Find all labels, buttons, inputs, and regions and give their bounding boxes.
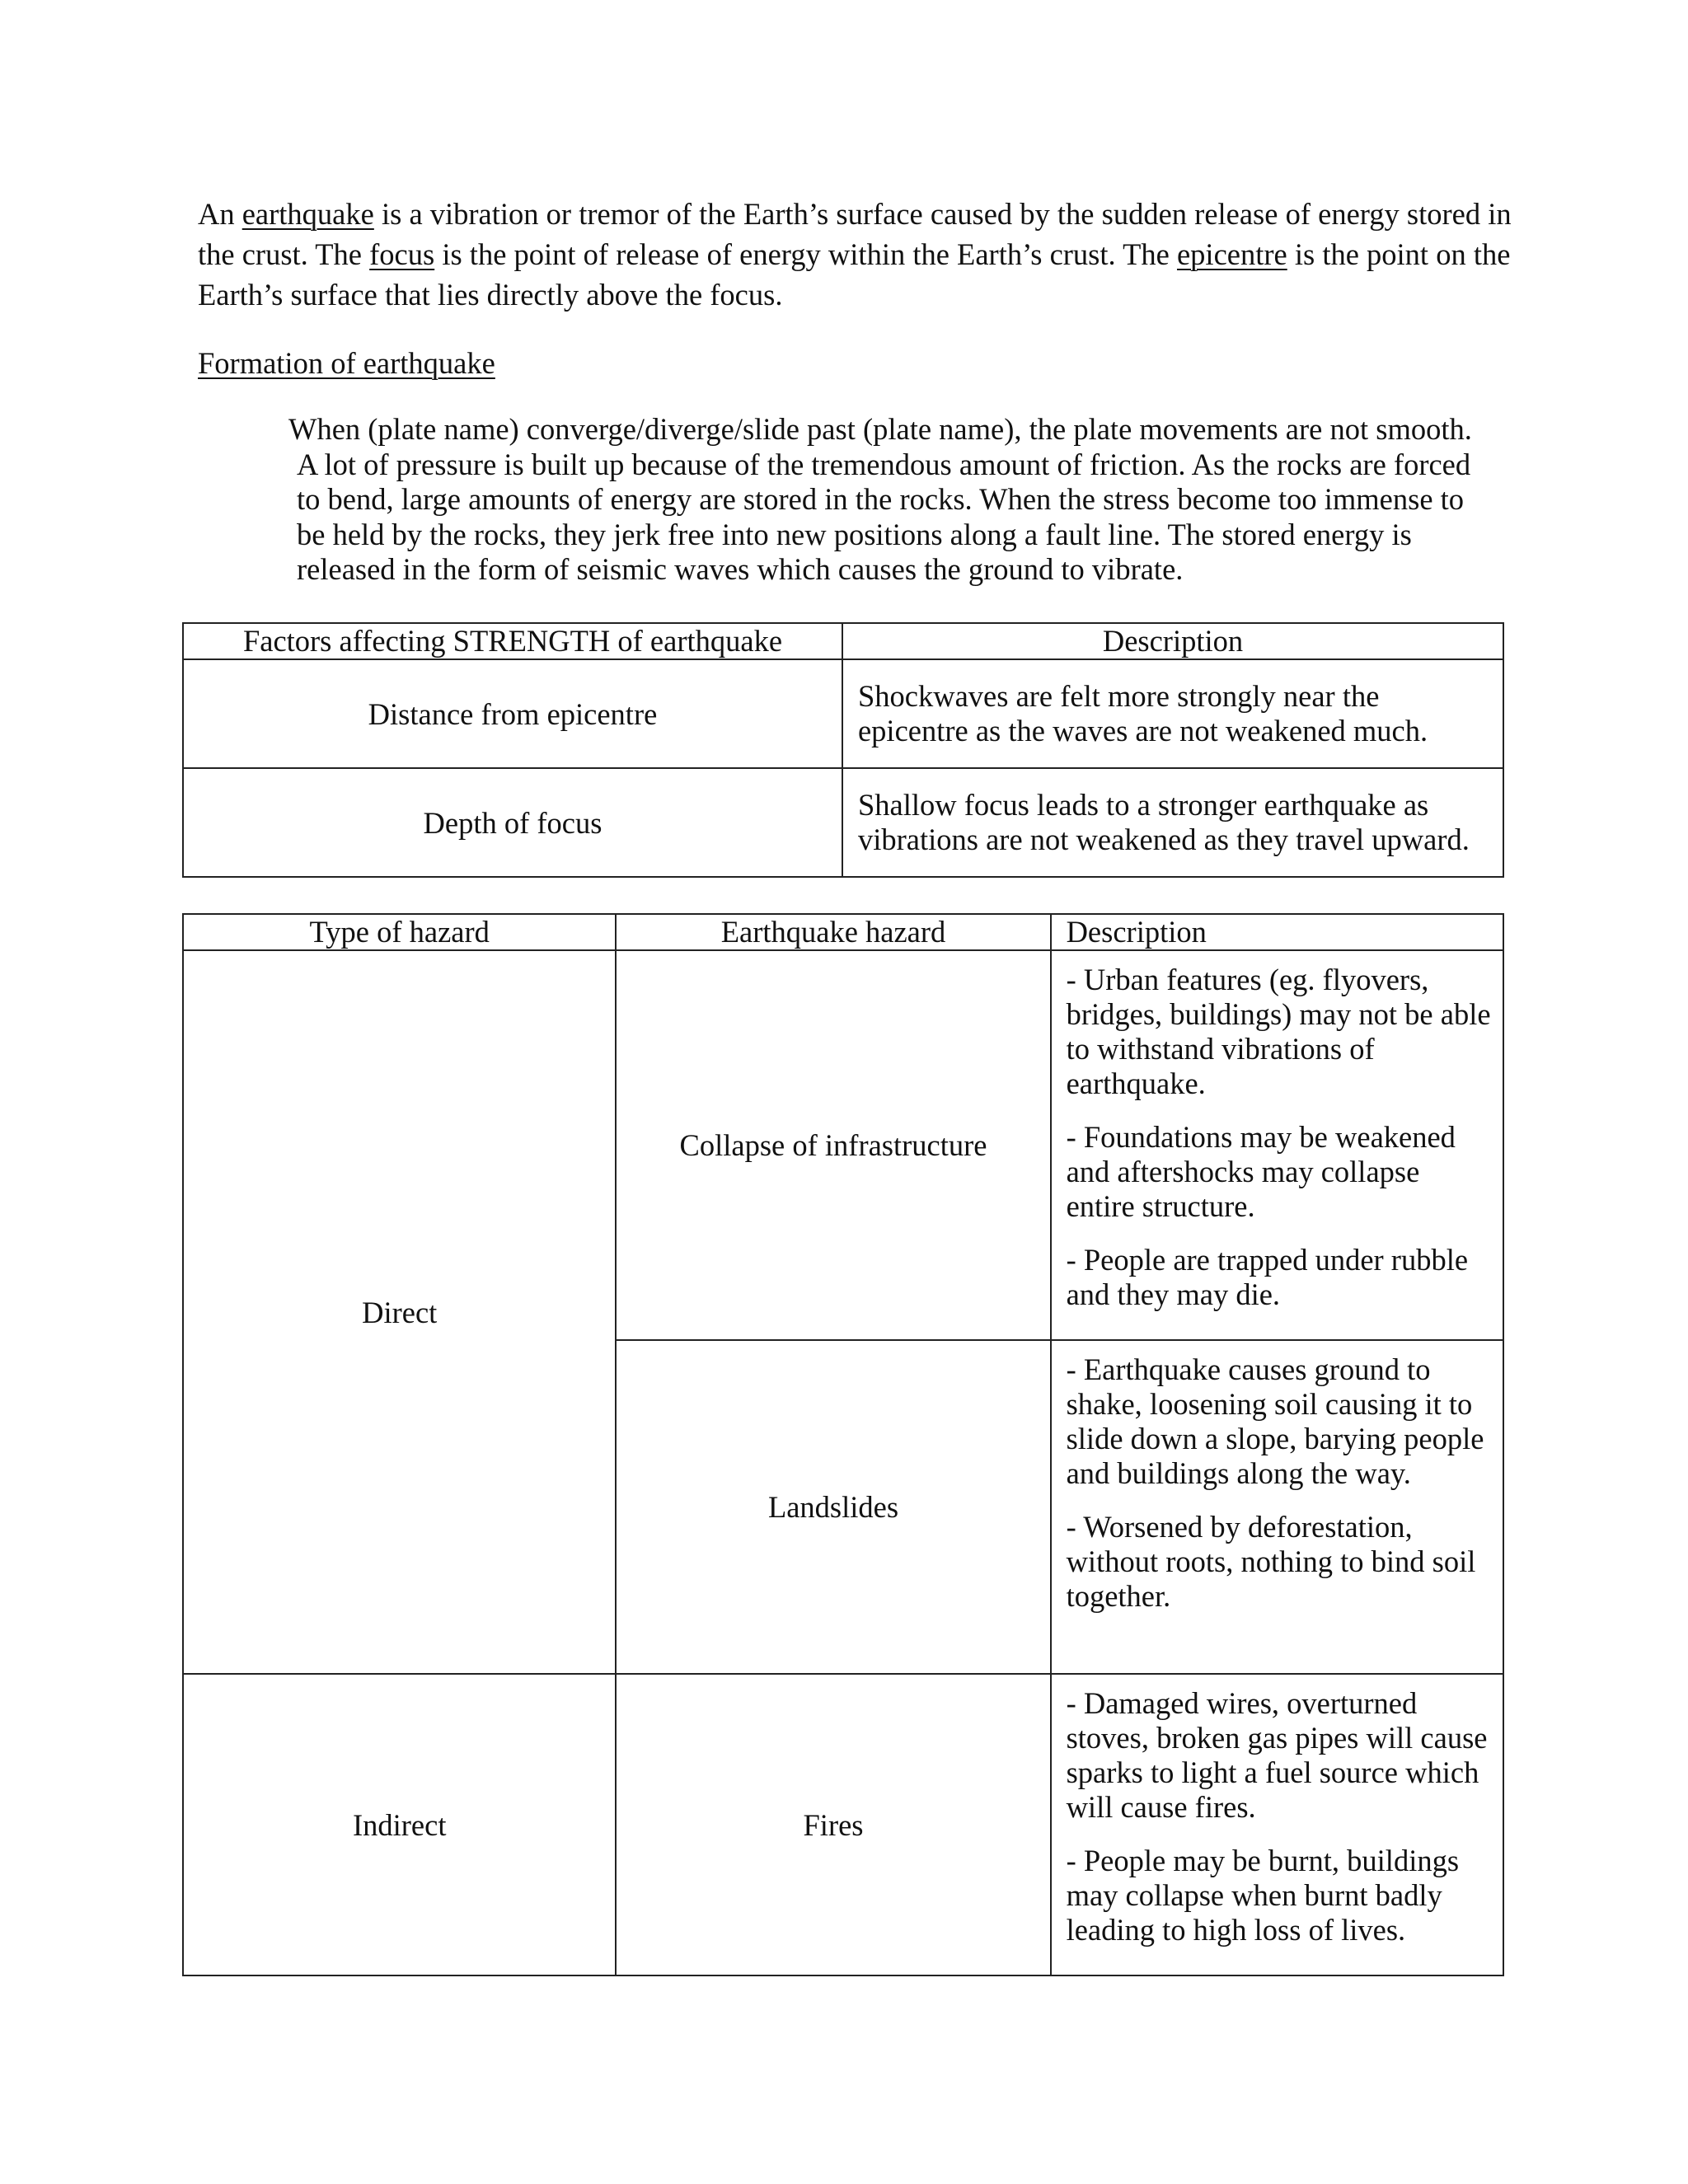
hazard-type-cell: Indirect <box>183 1674 616 1975</box>
factor-cell: Depth of focus <box>183 768 842 877</box>
intro-text-2: is a vibration or tremor of the Earth’s surface caused by the sudden release of energy stored in the crust. The <box>198 197 1512 271</box>
description-line: epicentre as the waves are not weakened much. <box>857 714 1428 748</box>
factor-cell: Distance from epicentre <box>183 659 842 768</box>
description-cell <box>842 659 1503 768</box>
table-row <box>183 659 1503 768</box>
formation-line: A lot of pressure is built up because of the tremendous amount of friction. As the rocks are forced <box>297 447 1471 481</box>
column-header-type: Type of hazard <box>183 914 616 950</box>
description-line: vibrations are not weakened as they travel upward. <box>857 823 1470 856</box>
formation-line: When (plate name) converge/diverge/slide past (plate name), the plate movements are not smooth. <box>288 412 1472 446</box>
formation-line: released in the form of seismic waves which causes the ground to vibrate. <box>297 552 1184 586</box>
hazard-point: - People may be burnt, buildings may collapse when burnt badly leading to high loss of lives. <box>1066 1844 1460 1947</box>
table-row <box>183 950 1503 1340</box>
formation-paragraph <box>288 412 1492 588</box>
hazard-description-cell <box>1051 1340 1503 1674</box>
term-earthquake: earthquake <box>241 197 374 231</box>
column-header-hazard: Earthquake hazard <box>616 914 1050 950</box>
hazard-point: - Damaged wires, overturned stoves, broken gas pipes will cause sparks to light a fuel source which will cause fires. <box>1066 1686 1488 1824</box>
formation-line: be held by the rocks, they jerk free into new positions along a fault line. The stored energy is <box>297 517 1412 551</box>
table-row <box>183 768 1503 877</box>
hazard-name-cell: Fires <box>616 1674 1050 1975</box>
description-line: Shallow focus leads to a stronger earthquake as <box>857 788 1429 822</box>
column-header-description: Description <box>1051 914 1503 950</box>
strength-factors-table <box>182 622 1504 878</box>
description-line: Shockwaves are felt more strongly near the <box>857 679 1380 713</box>
hazard-name-cell: Landslides <box>616 1340 1050 1674</box>
hazard-description-cell <box>1051 1674 1503 1975</box>
hazards-table <box>182 913 1504 1976</box>
column-header-factor: Factors affecting STRENGTH of earthquake <box>183 623 842 659</box>
intro-text-3: is the point of release of energy within the Earth’s crust. The <box>434 237 1177 271</box>
intro-text-1: An <box>198 197 242 231</box>
table-row <box>183 1674 1503 1975</box>
hazard-point: - People are trapped under rubble and they may die. <box>1066 1243 1469 1311</box>
hazard-point: - Worsened by deforestation, without roots, nothing to bind soil together. <box>1066 1510 1476 1613</box>
intro-text-4: is the point on the Earth’s surface that lies directly above the focus. <box>198 237 1511 312</box>
intro-paragraph <box>198 194 1517 315</box>
term-focus: focus <box>369 237 435 271</box>
hazard-point: - Foundations may be weakened and aftershocks may collapse entire structure. <box>1066 1120 1456 1223</box>
hazard-type-cell: Direct <box>183 950 616 1674</box>
hazard-point: - Urban features (eg. flyovers, bridges, buildings) may not be able to withstand vibrations of earthquake. <box>1066 963 1491 1100</box>
hazard-point: - Earthquake causes ground to shake, loosening soil causing it to slide down a slope, barying people and buildings along the way. <box>1066 1352 1484 1490</box>
column-header-description: Description <box>842 623 1503 659</box>
description-cell <box>842 768 1503 877</box>
table-header-row <box>183 623 1503 659</box>
term-epicentre: epicentre <box>1176 237 1287 271</box>
hazard-description-cell <box>1051 950 1503 1340</box>
table-header-row <box>183 914 1503 950</box>
formation-line: to bend, large amounts of energy are stored in the rocks. When the stress become too immense to <box>297 482 1465 516</box>
formation-heading: Formation of earthquake <box>198 346 495 380</box>
hazard-name-cell: Collapse of infrastructure <box>616 950 1050 1340</box>
